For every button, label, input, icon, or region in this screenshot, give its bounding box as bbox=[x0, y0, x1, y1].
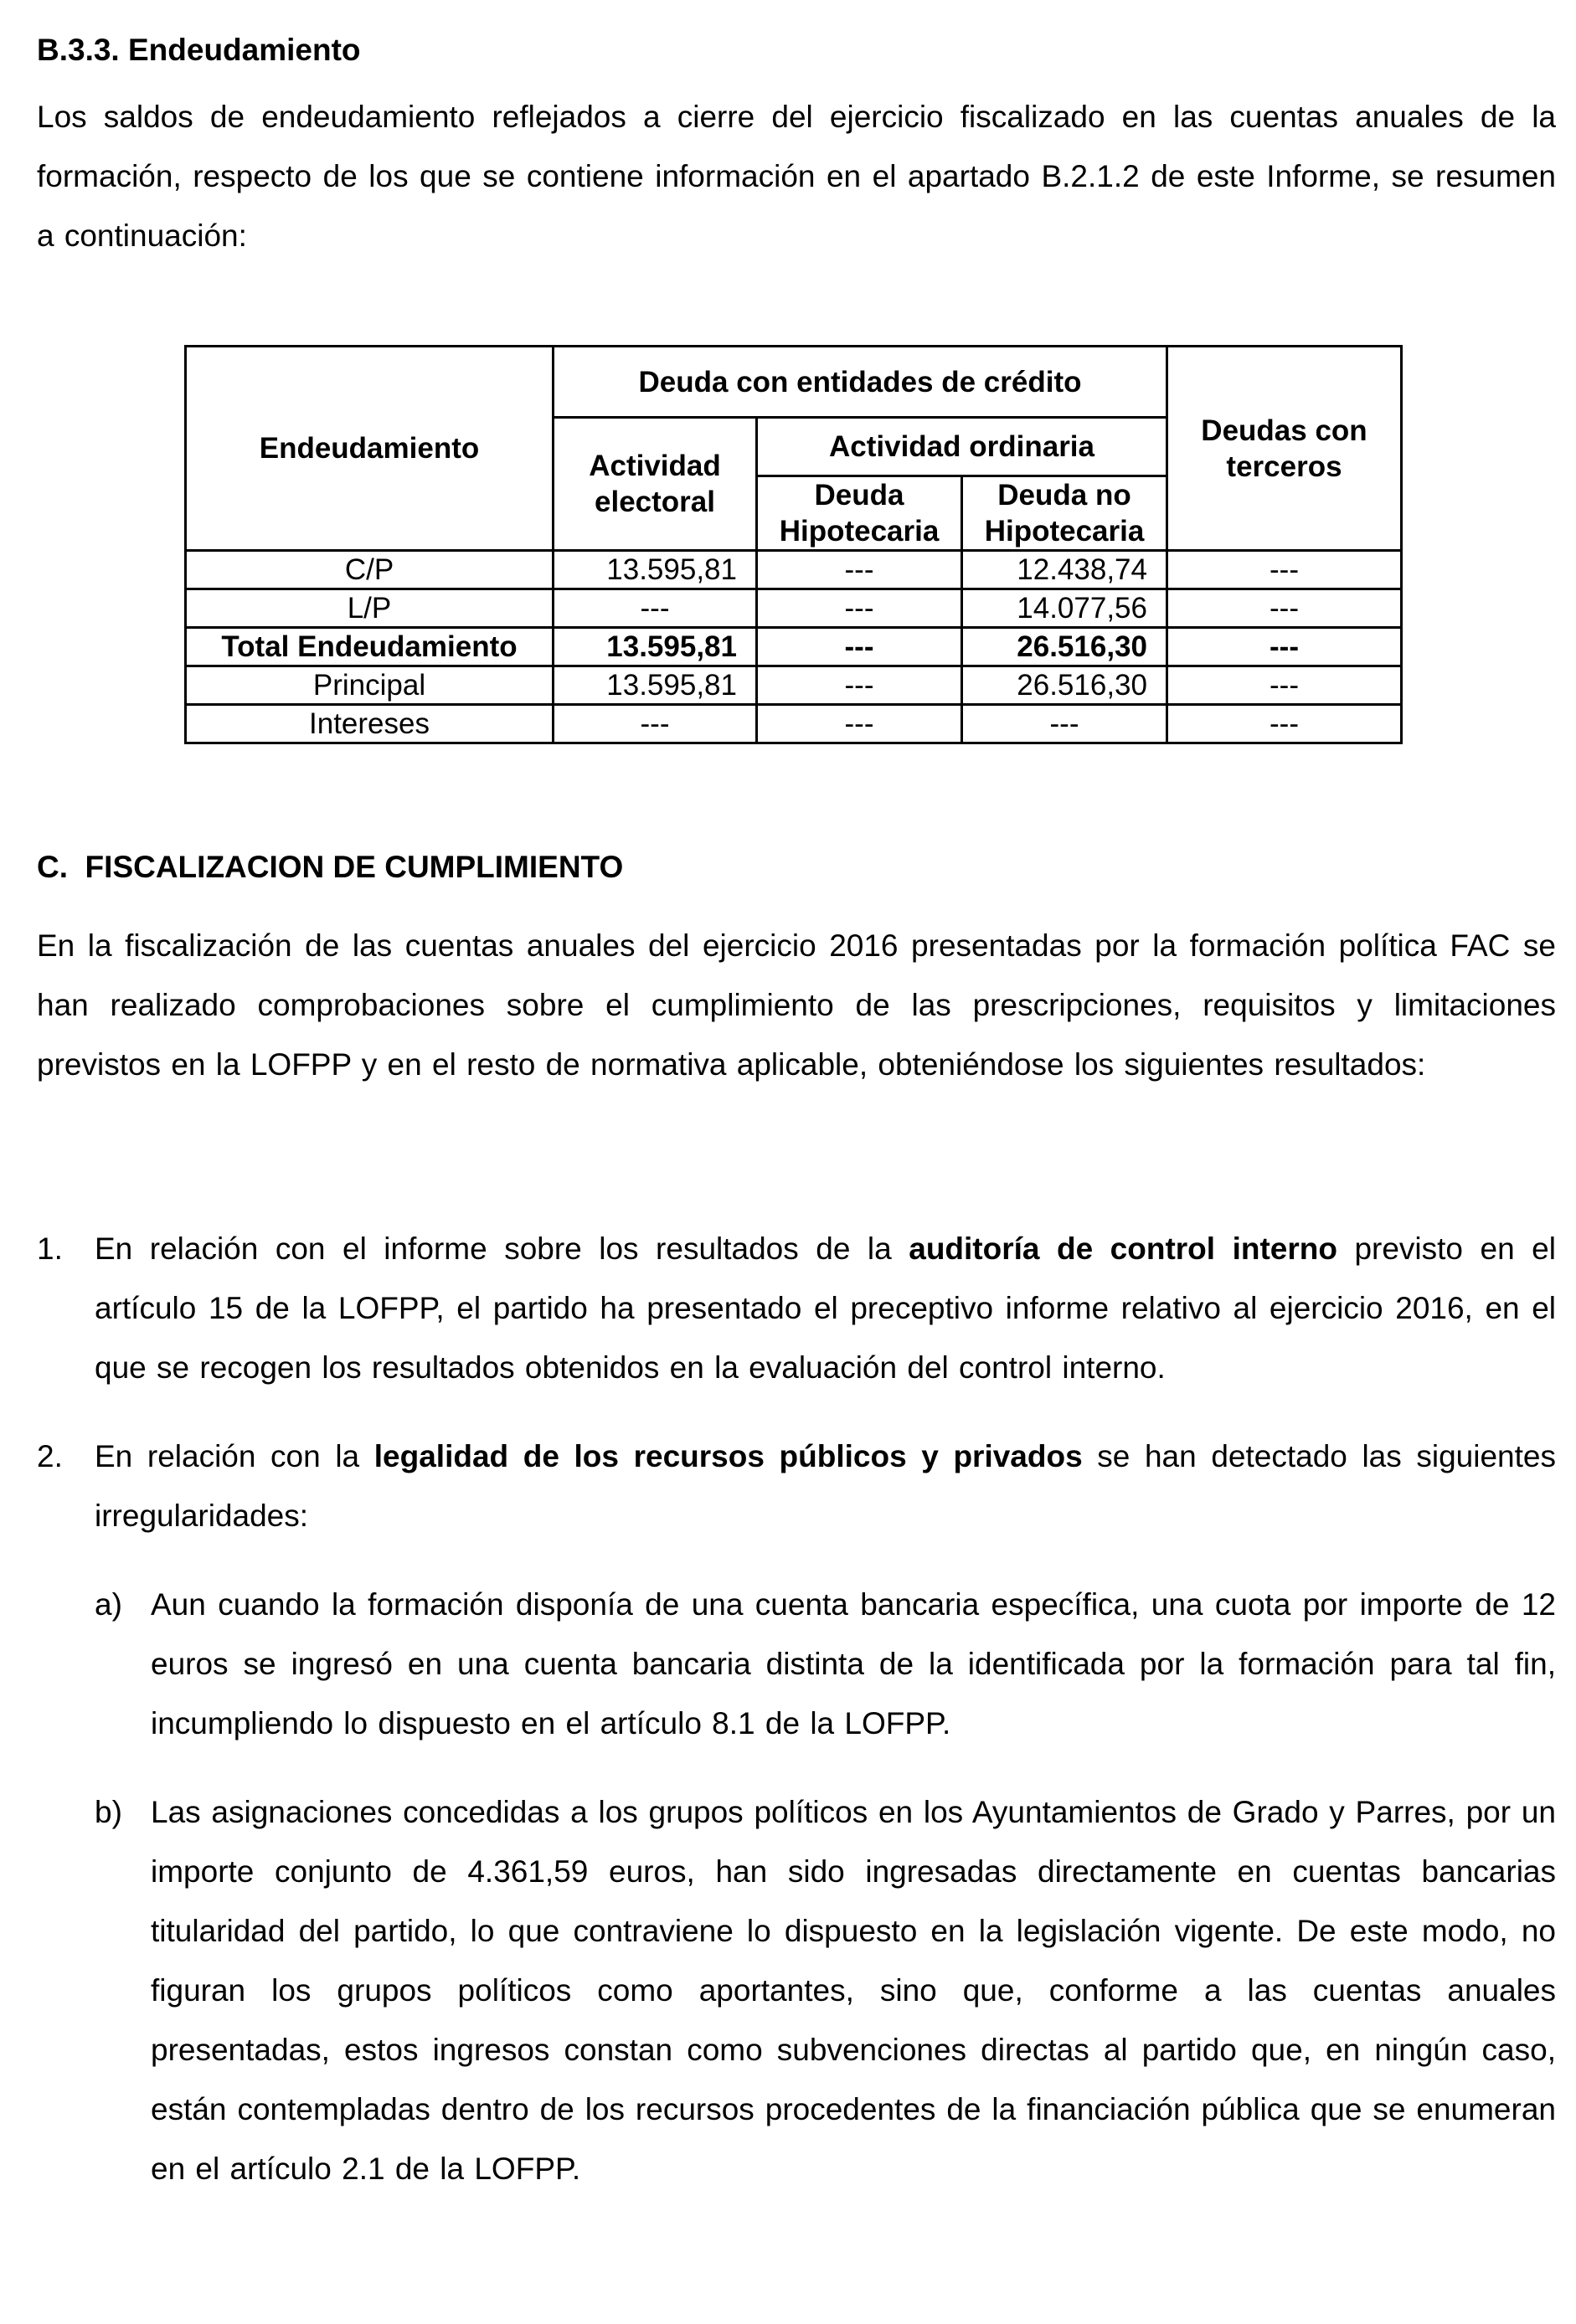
header-endeudamiento: Endeudamiento bbox=[186, 347, 554, 551]
row-label: L/P bbox=[186, 589, 554, 628]
item1-text-after: previsto en el artículo 15 de la LOFPP, el partido ha presentado el preceptivo informe relativo al ejercicio 2016, en el que se recogen los resultados obtenidos en la evaluación del control interno. bbox=[95, 1231, 1556, 1385]
cell-third-parties: --- bbox=[1167, 666, 1402, 705]
cell-mortgage: --- bbox=[757, 628, 962, 666]
cell-electoral: --- bbox=[554, 589, 757, 628]
item2-text-after: se han detectado las siguientes irregularidades: bbox=[95, 1439, 1556, 1533]
table-row-total bbox=[186, 628, 1402, 666]
sub-item-b-text: Las asignaciones concedidas a los grupos políticos en los Ayuntamientos de Grado y Parres, por un importe conjunto de 4.361,59 euros, han sido ingresadas directamente en cuentas bancarias titularidad del partido, lo que contraviene lo dispuesto en la legislación vigente. De este modo, no figuran los grupos políticos como aportantes, sino que, conforme a las cuentas anuales presentadas, estos ingresos constan como subvenciones directas al partido que, en ningún caso, están contempladas dentro de los recursos procedentes de la financiación pública que se enumeran en el artículo 2.1 de la LOFPP. bbox=[151, 1795, 1556, 2186]
row-label: C/P bbox=[186, 551, 554, 589]
sub-marker: b) bbox=[95, 1795, 122, 1829]
cell-third-parties: --- bbox=[1167, 589, 1402, 628]
header-third-parties: Deudas con terceros bbox=[1167, 347, 1402, 551]
row-label: Total Endeudamiento bbox=[186, 628, 554, 666]
cell-electoral: 13.595,81 bbox=[554, 666, 757, 705]
header-credit-entities: Deuda con entidades de crédito bbox=[554, 347, 1167, 418]
cell-mortgage: --- bbox=[757, 551, 962, 589]
cell-non-mortgage: 14.077,56 bbox=[962, 589, 1167, 628]
cell-third-parties: --- bbox=[1167, 705, 1402, 743]
item1-text-bold: auditoría de control interno bbox=[909, 1231, 1337, 1266]
list-item-1 bbox=[37, 1219, 1556, 1397]
cell-third-parties: --- bbox=[1167, 628, 1402, 666]
findings-list bbox=[37, 1219, 1556, 2198]
sub-marker: a) bbox=[95, 1587, 122, 1622]
sub-item-b bbox=[37, 1782, 1556, 2198]
row-label: Principal bbox=[186, 666, 554, 705]
header-mortgage-debt: Deuda Hipotecaria bbox=[757, 476, 962, 551]
cell-electoral: 13.595,81 bbox=[554, 628, 757, 666]
list-marker: 1. bbox=[37, 1231, 63, 1266]
table-row bbox=[186, 666, 1402, 705]
header-ordinary-activity: Actividad ordinaria bbox=[757, 418, 1167, 476]
item1-text-before: En relación con el informe sobre los resultados de la bbox=[95, 1231, 909, 1266]
sub-item-a-text: Aun cuando la formación disponía de una cuenta bancaria específica, una cuota por importe de 12 euros se ingresó en una cuenta bancaria distinta de la identificada por la formación para tal fin, incumpliendo lo dispuesto en el artículo 8.1 de la LOFPP. bbox=[151, 1587, 1556, 1740]
header-electoral-activity: Actividad electoral bbox=[554, 418, 757, 551]
item2-text-bold: legalidad de los recursos públicos y privados bbox=[373, 1439, 1083, 1473]
paragraph-endeudamiento-intro: Los saldos de endeudamiento reflejados a cierre del ejercicio fiscalizado en las cuentas anuales de la formación, respecto de los que se contiene información en el apartado B.2.1.2 de este Informe, se resumen a continuación: bbox=[37, 100, 1556, 253]
table-row bbox=[186, 705, 1402, 743]
cell-electoral: 13.595,81 bbox=[554, 551, 757, 589]
cell-mortgage: --- bbox=[757, 705, 962, 743]
row-label: Intereses bbox=[186, 705, 554, 743]
cell-third-parties: --- bbox=[1167, 551, 1402, 589]
cell-mortgage: --- bbox=[757, 666, 962, 705]
cell-non-mortgage: --- bbox=[962, 705, 1167, 743]
sub-item-a bbox=[37, 1575, 1556, 1753]
cell-non-mortgage: 12.438,74 bbox=[962, 551, 1167, 589]
section-heading-b333: B.3.3. Endeudamiento bbox=[37, 33, 361, 67]
list-marker: 2. bbox=[37, 1439, 63, 1473]
cell-non-mortgage: 26.516,30 bbox=[962, 628, 1167, 666]
cell-non-mortgage: 26.516,30 bbox=[962, 666, 1167, 705]
cell-electoral: --- bbox=[554, 705, 757, 743]
list-item-2 bbox=[37, 1427, 1556, 1545]
debt-table bbox=[184, 345, 1403, 744]
item2-text-before: En relación con la bbox=[95, 1439, 374, 1473]
paragraph-fiscalizacion-intro: En la fiscalización de las cuentas anuales del ejercicio 2016 presentadas por la formación política FAC se han realizado comprobaciones sobre el cumplimiento de las prescripciones, requisitos y limitaciones previstos en la LOFPP y en el resto de normativa aplicable, obteniéndose los siguientes resultados: bbox=[37, 928, 1556, 1082]
table-row bbox=[186, 551, 1402, 589]
item2-text bbox=[95, 1427, 1556, 1545]
item1-text bbox=[95, 1219, 1556, 1397]
table-row bbox=[186, 589, 1402, 628]
cell-mortgage: --- bbox=[757, 589, 962, 628]
section-heading-c: C. FISCALIZACION DE CUMPLIMIENTO bbox=[37, 850, 624, 884]
header-non-mortgage-debt: Deuda no Hipotecaria bbox=[962, 476, 1167, 551]
